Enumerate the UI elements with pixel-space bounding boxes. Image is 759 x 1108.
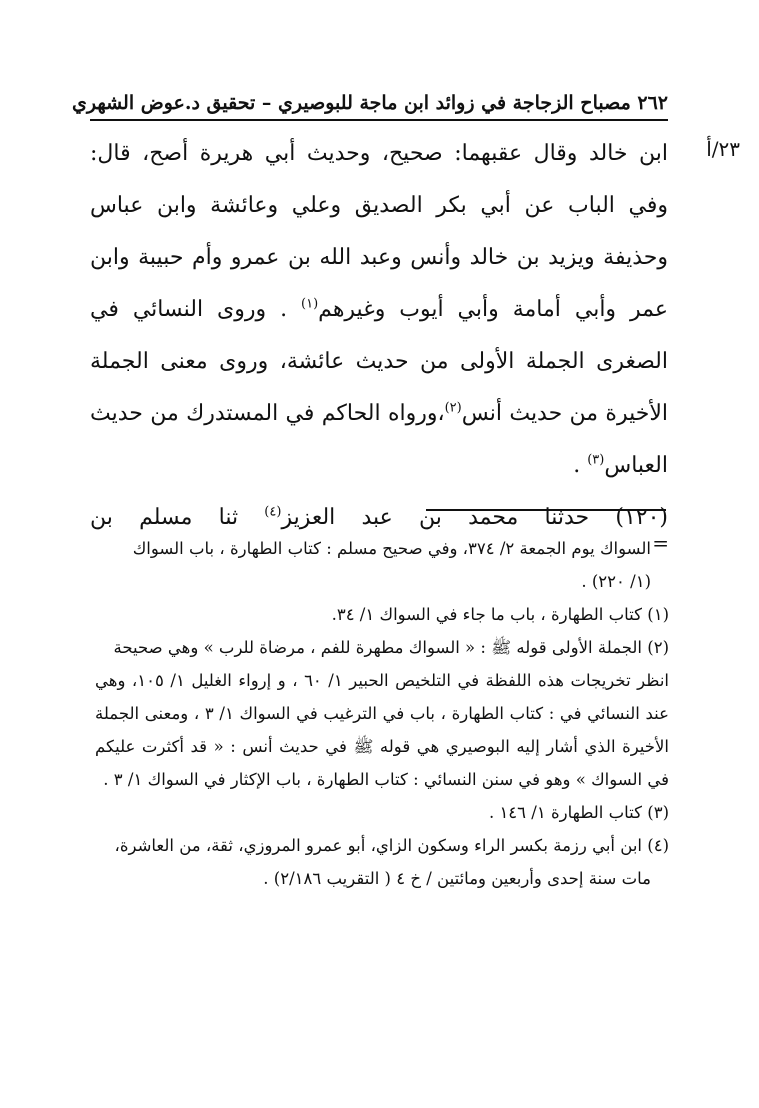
main-text bbox=[90, 128, 668, 544]
paragraph-text: . وروى النسائي في الصغرى الجملة الأولى من حديث عائشة، وروى معنى الجملة الأخيرة من حديث أنس bbox=[90, 297, 668, 426]
paragraph-text: . bbox=[573, 453, 588, 478]
footnote-1: (١) كتاب الطهارة ، باب ما جاء في السواك ١/ ٣٤. bbox=[331, 605, 669, 624]
footnote-2: (٢) الجملة الأولى قوله ﷺ : « السواك مطهرة للفم ، مرضاة للرب » وهي صحيحة bbox=[113, 638, 669, 657]
footnote-text: السواك يوم الجمعة ٢/ ٣٧٤، وفي صحيح مسلم : كتاب الطهارة ، باب السواك bbox=[132, 539, 651, 558]
paragraph-text: ،ورواه الحاكم في المستدرك من حديث العباس bbox=[90, 401, 668, 478]
hadith-text: (١٢٠) حدثنا محمد بن عبد العزيز bbox=[281, 505, 668, 530]
footnote-4-body: مات سنة إحدى وأربعين ومائتين / خ ٤ ( التقريب ٢/١٨٦) . bbox=[263, 869, 651, 888]
running-header: ٢٦٢ مصباح الزجاجة في زوائد ابن ماجة للبوصيري – تحقيق د.عوض الشهري bbox=[71, 92, 668, 114]
footnotes bbox=[95, 532, 669, 895]
footnote-divider bbox=[426, 509, 666, 511]
footnote-ref-1: (١) bbox=[301, 296, 319, 312]
body-paragraph bbox=[90, 128, 668, 492]
footnote-ref-2: (٢) bbox=[444, 400, 462, 416]
footnote-4: (٤) ابن أبي رزمة بكسر الراء وسكون الزاي، أبو عمرو المروزي، ثقة، من العاشرة، bbox=[114, 836, 669, 855]
header-divider bbox=[90, 119, 668, 121]
paragraph-text: ابن خالد وقال عقبهما: صحيح، وحديث أبي هريرة أصح، قال: وفي الباب عن أبي بكر الصديق وعلي وعائشة وابن عباس وحذيفة ويزيد بن خالد وأنس وعبد الله بن عمرو وأم حبيبة وابن عمر وأبي أمامة وأبي أيوب وغيرهم bbox=[90, 141, 668, 322]
footnote-continuation-end: (١/ ٢٢٠) . bbox=[581, 572, 651, 591]
footnote-ref-3: (٣) bbox=[587, 452, 605, 468]
continuation-mark: = bbox=[652, 531, 669, 555]
manuscript-folio-marker: ٢٣/أ bbox=[706, 137, 740, 161]
footnote-continuation bbox=[95, 532, 669, 565]
footnote-ref-4: (٤) bbox=[264, 504, 282, 520]
hadith-text: ثنا مسلم بن bbox=[90, 505, 265, 530]
footnote-3: (٣) كتاب الطهارة ١/ ١٤٦ . bbox=[488, 803, 669, 822]
footnote-2-body: انظر تخريجات هذه اللفظة في التلخيص الحبير ١/ ٦٠ ، و إرواء الغليل ١/ ١٠٥، وهي عند النسائي في : كتاب الطهارة ، باب في الترغيب في السواك ١/ ٣ ، ومعنى الجملة الأخيرة الذي أشار إليه البوصيري هي قوله ﷺ في حديث أنس : « قد أكثرت عليكم في السواك » وهو في سنن النسائي : كتاب الطهارة ، باب الإكثار في السواك ١/ ٣ . bbox=[95, 671, 669, 789]
